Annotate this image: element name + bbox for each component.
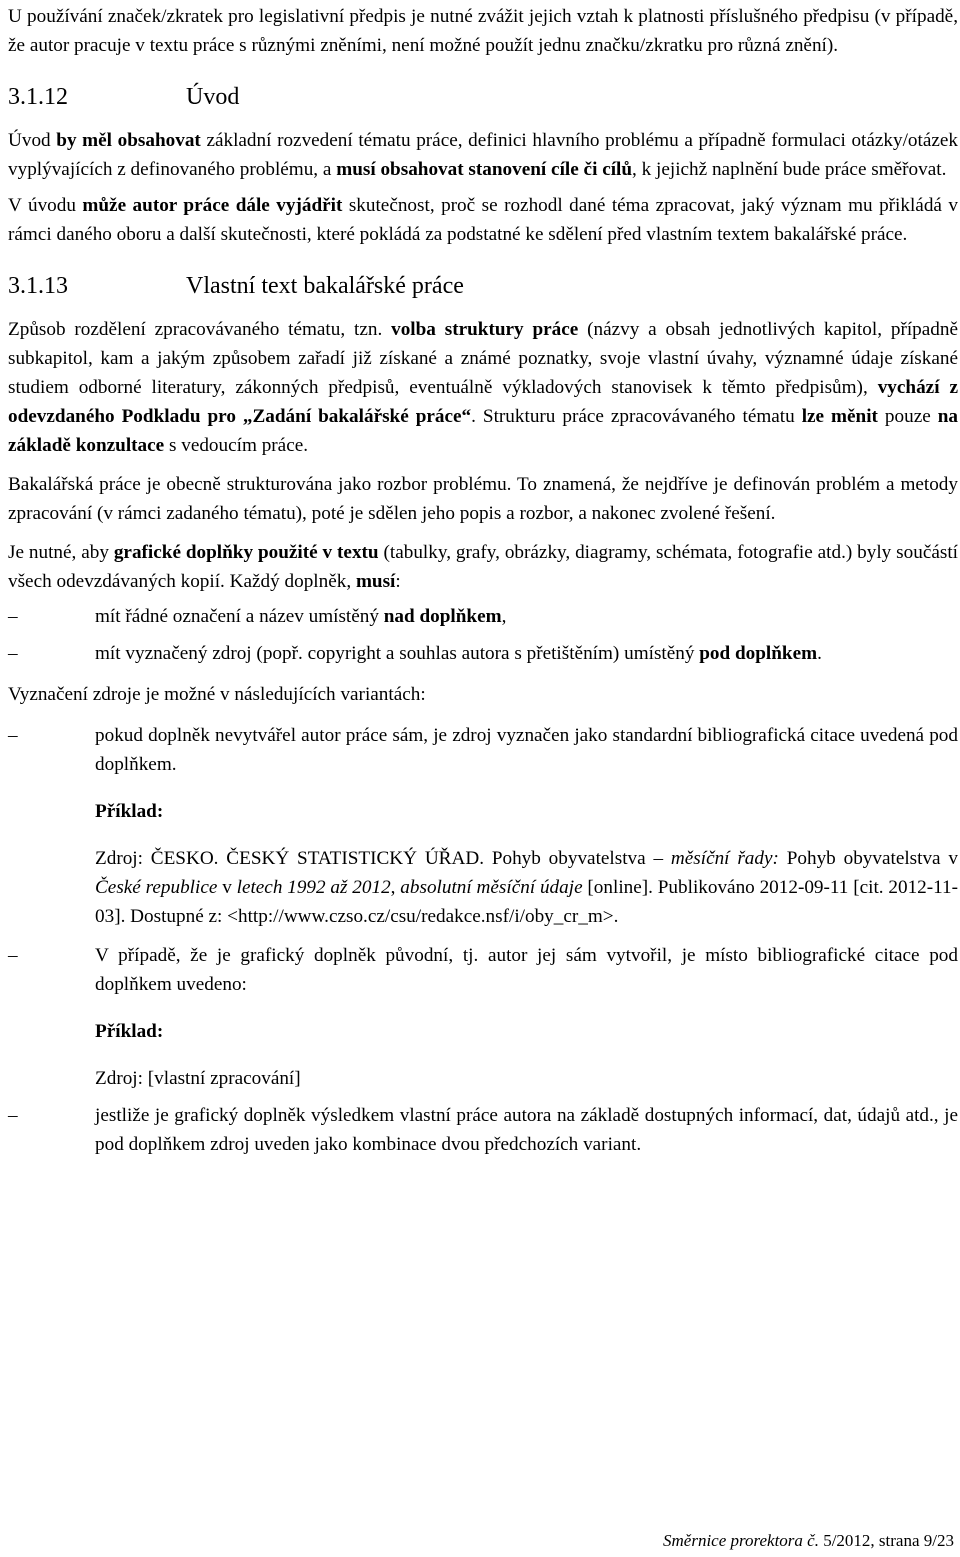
variant-text: V případě, že je grafický doplněk původní, tj. autor jej sám vytvořil, je místo bibliografické citace pod doplňkem uvedeno: [95,945,958,995]
section-number: 3.1.13 [8,273,68,299]
requirement-item: – mít vyznačený zdroj (popř. copyright a souhlas autora s přetištěním) umístěný pod doplňkem. [8,639,958,668]
uvod-paragraph-1: Úvod by měl obsahovat základní rozvedení tématu práce, definici hlavního problému a případně formulaci otázky/otázek vyplývajících z definovaného problému, a musí obsahovat stanovení cíle či cílů, k jejichž naplnění bude práce směřovat. [8,130,958,180]
uvod-paragraph-2: V úvodu může autor práce dále vyjádřit skutečnost, proč se rozhodl dané téma zpracovat, jaký význam mu přikládá v rámci daného oboru a další skutečnosti, které pokládá za podstatné ke sdělení před vlastním textem bakalářské práce. [8,195,958,245]
dash-bullet: – [8,643,18,664]
section-number: 3.1.12 [8,84,68,110]
variant-item [8,941,958,999]
example-label: Příklad: [95,1021,164,1042]
section-heading-uvod [8,82,958,112]
requirement-item: – mít řádné označení a název umístěný nad doplňkem, [8,602,958,631]
text-paragraph-1: Způsob rozdělení zpracovávaného tématu, tzn. volba struktury práce (názvy a obsah jednotlivých kapitol, případně subkapitol, kam a jakým způsobem zařadí již získané a známé poznatky, svoje vlastní úvahy, významné údaje získané studiem odborné literatury, zákonných předpisů, eventuálně výkladových stanovisek k těmto předpisům), vychází z odevzdaného Podkladu pro „Zadání bakalářské práce“. Strukturu práce zpracovávaného tématu lze měnit pouze na základě konzultace s vedoucím práce. [8,319,958,456]
dash-bullet: – [8,725,18,746]
variant-text: pokud doplněk nevytvářel autor práce sám, je zdroj vyznačen jako standardní bibliografická citace uvedená pod doplňkem. [95,725,958,775]
page-footer: Směrnice prorektora č. 5/2012, strana 9/23 [663,1531,954,1550]
example-label: Příklad: [95,801,164,822]
example-citation: Zdroj: ČESKO. ČESKÝ STATISTICKÝ ÚŘAD. Pohyb obyvatelstva – měsíční řady: Pohyb obyvatelstva v České republice v letech 1992 až 2012, absolutní měsíční údaje [online]. Publikováno 2012-09-11 [cit. 2012-11-03]. Dostupné z: <http://www.czso.cz/csu/redakce.nsf/i/oby_cr_m>. [95,848,959,927]
variant-text: jestliže je grafický doplněk výsledkem vlastní práce autora na základě dostupných informací, dat, údajů atd., je pod doplňkem zdroj uveden jako kombinace dvou předchozích variant. [95,1105,958,1155]
dash-bullet: – [8,945,18,966]
example-source: Zdroj: [vlastní zpracování] [95,1068,301,1089]
section-heading-text [8,271,958,301]
section-title: Úvod [186,84,240,110]
intro-paragraph: U používání značek/zkratek pro legislativní předpis je nutné zvážit jejich vztah k platnosti příslušného předpisu (v případě, že autor pracuje v textu práce s různými zněními, není možné použít jednu značku/zkratku pro různá znění). [8,6,958,56]
section-title: Vlastní text bakalářské práce [186,273,464,299]
dash-bullet: – [8,1105,18,1126]
variants-intro: Vyznačení zdroje je možné v následujících variantách: [8,684,426,705]
variant-item [8,721,958,779]
dash-bullet: – [8,606,18,627]
variant-item [8,1101,958,1159]
text-paragraph-2: Bakalářská práce je obecně strukturována jako rozbor problému. To znamená, že nejdříve je definován problém a metody zpracování (v rámci zadaného tématu), poté je sdělen jeho popis a rozbor, a nakonec zvolené řešení. [8,474,958,524]
document-page [8,2,958,1159]
text-paragraph-3: Je nutné, aby grafické doplňky použité v textu (tabulky, grafy, obrázky, diagramy, schémata, fotografie atd.) byly součástí všech odevzdávaných kopií. Každý doplněk, musí: [8,542,958,592]
